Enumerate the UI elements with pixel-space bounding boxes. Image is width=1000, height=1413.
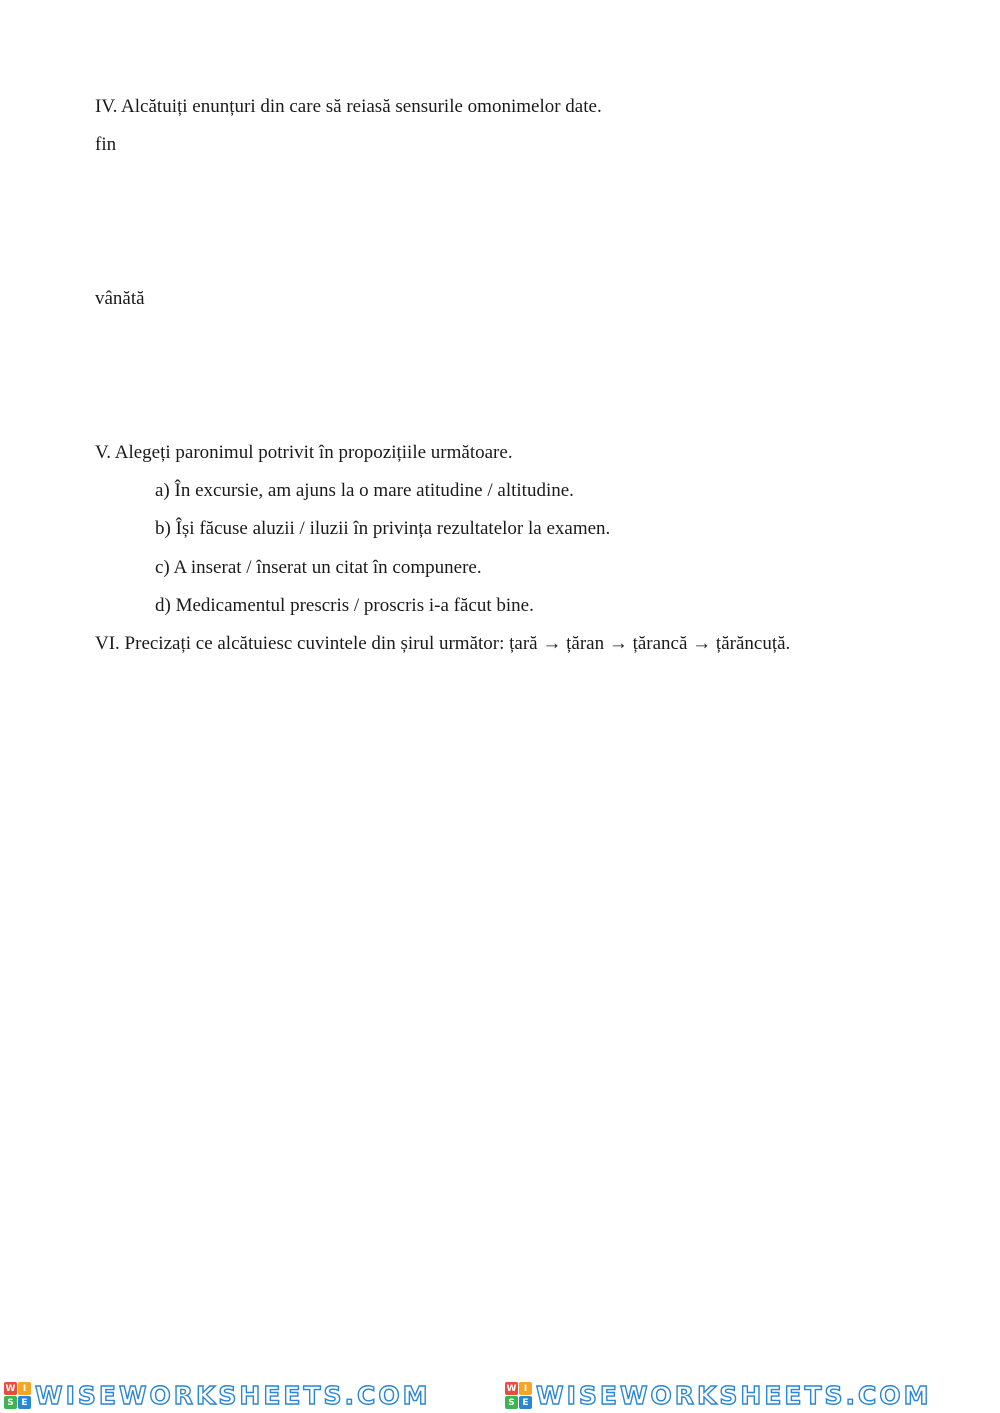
section-iv-heading: IV. Alcătuiți enunțuri din care să reiasă sensurile omonimelor date. <box>95 96 602 117</box>
logo-tile-w: W <box>506 1383 517 1394</box>
paronym-item-b: b) Își făcuse aluzii / iluzii în privința rezultatelor la examen. <box>155 518 611 539</box>
logo-tile-i: I <box>18 1382 31 1395</box>
brand-logo-icon <box>505 1382 532 1409</box>
logo-tile-s: S <box>4 1396 17 1409</box>
logo-tile-s: S <box>505 1396 518 1409</box>
footer-watermark <box>0 1378 1000 1413</box>
logo-tile-i: I <box>519 1382 532 1395</box>
section-v-heading: V. Alegeți paronimul potrivit în propozițiile următoare. <box>95 442 513 463</box>
homonym-word-vanata: vânătă <box>95 288 145 309</box>
paronym-item-c: c) A inserat / înserat un citat în compunere. <box>155 557 482 578</box>
brand-watermark-right <box>505 1378 932 1413</box>
paronym-item-d: d) Medicamentul prescris / proscris i-a făcut bine. <box>155 595 534 616</box>
brand-text: WISEWORKSHEETS.COM <box>536 1381 932 1410</box>
homonym-word-fin: fin <box>95 134 117 155</box>
logo-tile-w: W <box>5 1383 16 1394</box>
brand-text: WISEWORKSHEETS.COM <box>35 1381 431 1410</box>
section-vi-heading: VI. Precizați ce alcătuiesc cuvintele din șirul următor: țară → țăran → țărancă → țărăncuță. <box>95 633 791 654</box>
brand-watermark-left <box>4 1378 431 1413</box>
logo-tile-e: E <box>519 1396 532 1409</box>
paronym-item-a: a) În excursie, am ajuns la o mare atitudine / altitudine. <box>155 480 574 501</box>
brand-logo-icon <box>4 1382 31 1409</box>
logo-tile-e: E <box>18 1396 31 1409</box>
